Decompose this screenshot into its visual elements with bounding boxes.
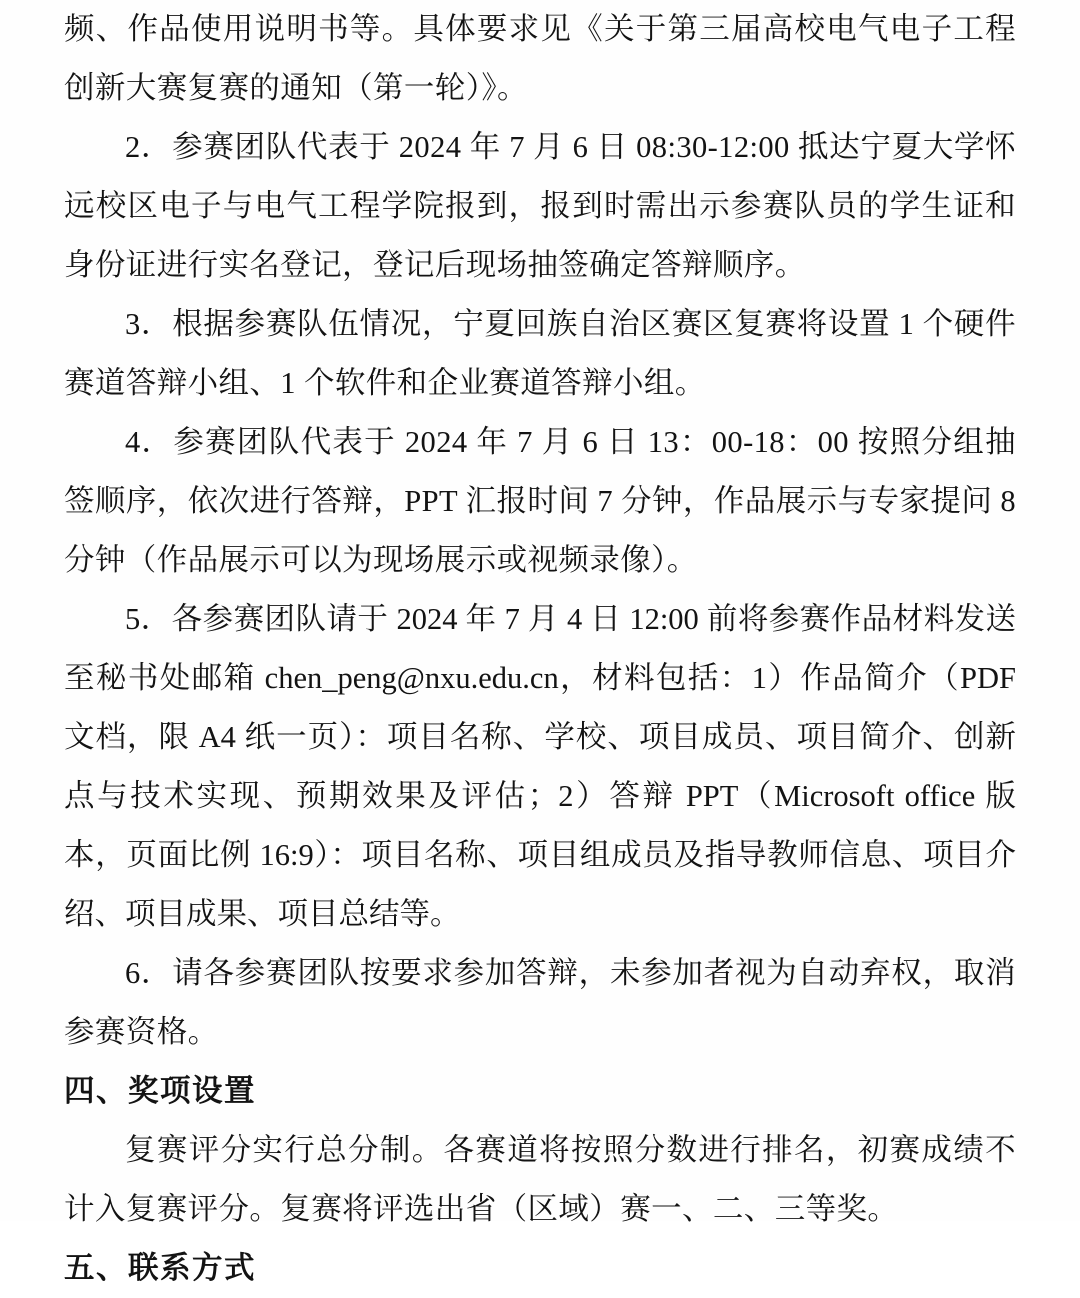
heading-contact: 五、联系方式 [64,1251,256,1285]
paragraph-item-4: 4．参赛团队代表于 2024 年 7 月 6 日 13：00-18：00 按照分组抽签顺序，依次进行答辩，PPT 汇报时间 7 分钟，作品展示与专家提问 8 分钟（作品展示可以为现场展示或视频录像）。 [64,425,1016,577]
paragraph-item-3: 3．根据参赛队伍情况，宁夏回族自治区赛区复赛将设置 1 个硬件赛道答辩小组、1 个软件和企业赛道答辩小组。 [64,307,1016,400]
paragraph-scoring: 复赛评分实行总分制。各赛道将按照分数进行排名，初赛成绩不计入复赛评分。复赛将评选出省（区域）赛一、二、三等奖。 [64,1133,1016,1226]
paragraph-continued-top: 频、作品使用说明书等。具体要求见《关于第三届高校电气电子工程创新大赛复赛的通知（第一轮）》。 [64,12,1016,105]
paragraph-item-6: 6．请各参赛团队按要求参加答辩，未参加者视为自动弃权，取消参赛资格。 [64,956,1016,1049]
document-body [64,0,1016,1298]
paragraph-item-5: 5．各参赛团队请于 2024 年 7 月 4 日 12:00 前将参赛作品材料发送至秘书处邮箱 chen_peng@nxu.edu.cn，材料包括：1）作品简介（PDF 文档，限 A4 纸一页）：项目名称、学校、项目成员、项目简介、创新点与技术实现、预期效果及评估；2）答辩 PPT（Microsoft office 版本，页面比例 16:9）：项目名称、项目组成员及指导教师信息、项目介绍、项目成果、项目总结等。 [64,602,1016,931]
paragraph-item-2: 2．参赛团队代表于 2024 年 7 月 6 日 08:30-12:00 抵达宁夏大学怀远校区电子与电气工程学院报到，报到时需出示参赛队员的学生证和身份证进行实名登记，登记后现场抽签确定答辩顺序。 [64,130,1016,282]
heading-awards: 四、奖项设置 [64,1074,256,1108]
